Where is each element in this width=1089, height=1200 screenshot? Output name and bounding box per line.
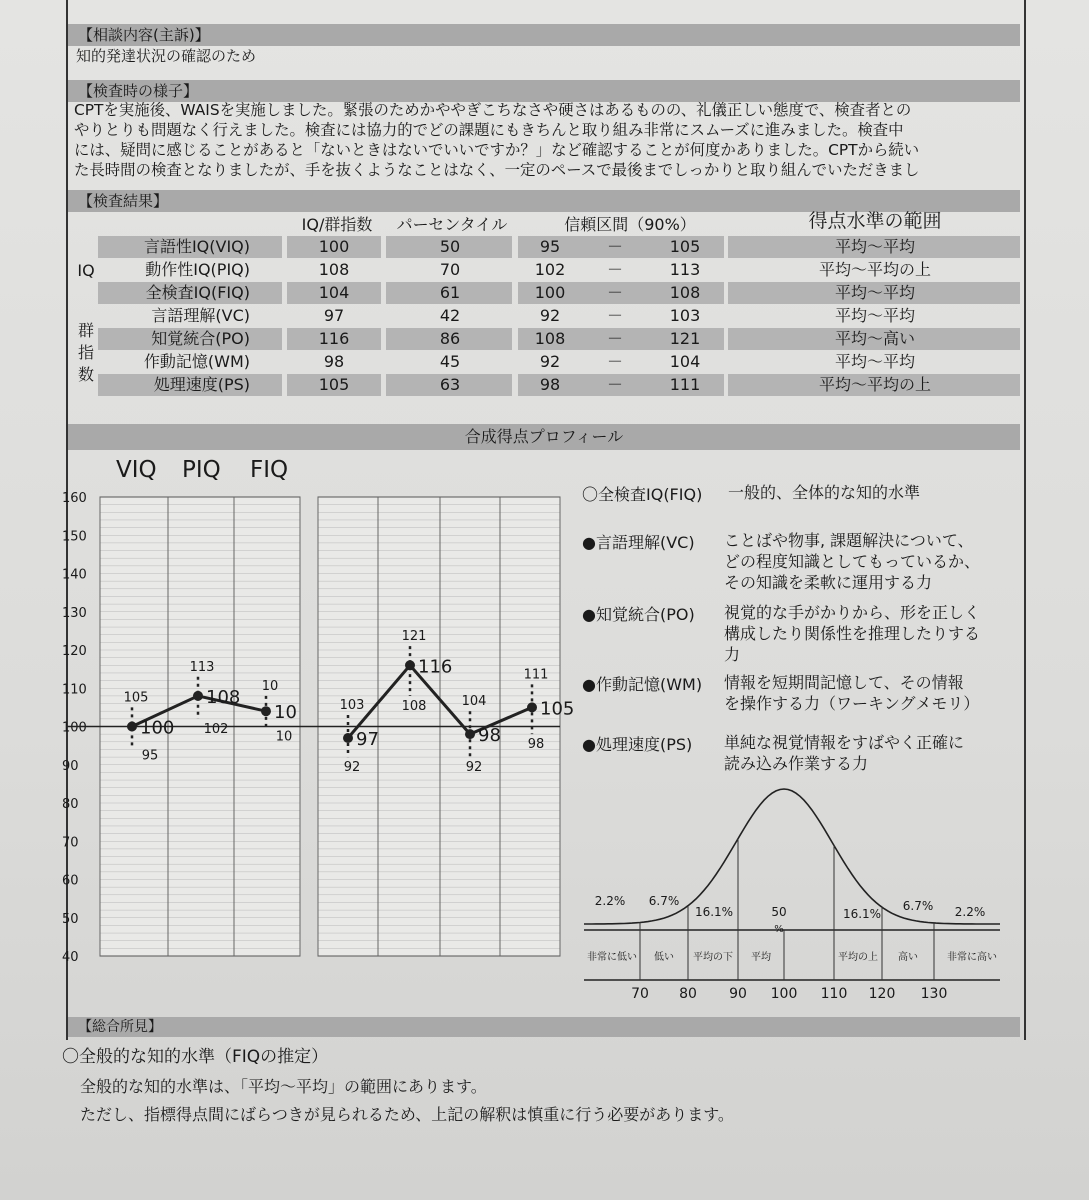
ci-low-label: 108	[401, 698, 427, 714]
row-ci-low: 108	[534, 329, 566, 348]
value-label: 98	[478, 725, 501, 747]
row-ci-dash: －	[606, 306, 623, 325]
row-percentile: 45	[439, 352, 461, 371]
y-tick-label: 40	[62, 950, 79, 965]
desc-line: 情報を短期間記憶して、その情報	[724, 673, 964, 692]
side-iq-label: IQ	[77, 261, 95, 280]
desc-title: ●処理速度(PS)	[582, 735, 693, 754]
row-percentile: 63	[439, 375, 461, 394]
row-label: 動作性IQ(PIQ)	[145, 260, 250, 279]
row-percentile: 42	[439, 306, 461, 325]
exam-line-3: には、疑問に感じることがあると「ないときはないでいいですか？」など確認することが何度かありました。CPTから続い	[74, 141, 920, 159]
ci-high-label: 103	[339, 698, 365, 714]
bell-category-label: 平均の下	[693, 952, 733, 963]
results-header: 【検査結果】	[68, 190, 1020, 212]
ci-low-label: 10	[275, 729, 293, 745]
row-ci-dash: －	[606, 283, 623, 302]
row-ci-dash: －	[606, 329, 623, 348]
ci-low-label: 92	[465, 760, 483, 776]
bell-scale-label: 80	[679, 986, 697, 1002]
value-label: 105	[540, 698, 575, 720]
row-level: 平均～平均	[834, 306, 915, 325]
bell-scale-label: 120	[868, 986, 896, 1002]
desc-line: 力	[724, 645, 741, 664]
row-ci-low: 102	[534, 260, 566, 279]
side-index-label-2: 指	[77, 343, 94, 362]
bell-percent-label: 16.1%	[842, 907, 882, 921]
row-label: 言語理解(VC)	[151, 306, 250, 325]
row-label: 知覚統合(PO)	[151, 329, 250, 348]
row-ci-high: 103	[669, 306, 701, 325]
row-label: 処理速度(PS)	[153, 375, 250, 394]
row-score: 104	[318, 283, 350, 302]
row-ci-high: 104	[669, 352, 701, 371]
row-score: 105	[318, 375, 350, 394]
y-tick-label: 100	[62, 720, 87, 736]
row-ci-dash: －	[606, 237, 623, 256]
bell-category-label: 平均の上	[838, 952, 878, 963]
col-level-header: 得点水準の範囲	[808, 210, 942, 232]
viq-col-label: VIQ	[116, 457, 157, 483]
row-level: 平均～平均	[834, 352, 915, 371]
desc-title: ●言語理解(VC)	[582, 533, 695, 552]
y-tick-label: 60	[62, 873, 79, 889]
ci-high-label: 113	[189, 659, 215, 675]
bell-scale-label: 110	[820, 986, 848, 1002]
side-index-label-1: 群	[77, 321, 94, 340]
desc-line: 単純な視覚情報をすばやく正確に	[724, 733, 965, 752]
row-ci-high: 105	[669, 237, 701, 256]
row-percentile: 70	[439, 260, 461, 279]
ci-low-label: 102	[203, 721, 229, 737]
desc-line: その知識を柔軟に運用する力	[724, 573, 933, 592]
row-percentile: 50	[439, 237, 461, 256]
bell-percent-label: 50	[771, 905, 787, 919]
y-tick-label: 120	[62, 644, 87, 659]
bell-category-label: 高い	[898, 952, 918, 963]
bell-percent-label: 16.1%	[694, 905, 734, 919]
row-level: 平均～平均の上	[818, 375, 931, 394]
desc-title: ●作動記憶(WM)	[582, 675, 703, 694]
row-level: 平均～高い	[834, 329, 915, 348]
ci-high-label: 111	[523, 667, 549, 683]
profile-header: 合成得点プロフィール	[68, 424, 1020, 450]
row-level: 平均～平均	[834, 237, 915, 256]
bell-curve-line	[584, 789, 1000, 924]
col-ci-header: 信頼区間（90%）	[564, 215, 696, 234]
y-tick-label: 160	[62, 491, 87, 506]
row-ci-low: 92	[539, 352, 561, 371]
desc-title: 〇全検査IQ(FIQ)	[582, 485, 703, 504]
value-label: 10	[274, 702, 297, 724]
bell-percent-label: 6.7%	[902, 899, 934, 913]
row-ci-dash: －	[606, 375, 623, 394]
row-label: 全検査IQ(FIQ)	[145, 283, 250, 302]
value-label: 108	[206, 686, 241, 708]
exam-line-1: CPTを実施後、WAISを実施しました。緊張のためかややぎこちなさや硬さはあるものの、礼儀正しい態度で、検査者との	[74, 101, 912, 119]
side-index-label-3: 数	[77, 365, 94, 384]
row-label: 言語性IQ(VIQ)	[143, 237, 250, 256]
y-tick-label: 90	[62, 758, 79, 774]
bell-scale-label: 90	[729, 986, 747, 1002]
bell-percent-sub: %	[774, 924, 784, 935]
desc-line: 視覚的な手がかりから、形を正しく	[724, 603, 981, 622]
row-score: 100	[318, 237, 350, 256]
ci-low-label: 95	[141, 748, 159, 764]
bell-scale-label: 130	[920, 986, 948, 1002]
y-tick-label: 50	[62, 911, 79, 927]
y-tick-label: 150	[62, 529, 87, 545]
y-tick-label: 110	[62, 682, 87, 698]
col-iq-header: IQ/群指数	[301, 215, 373, 234]
y-tick-label: 70	[62, 835, 79, 851]
y-tick-label: 130	[62, 605, 87, 621]
desc-title: ●知覚統合(PO)	[582, 605, 695, 624]
y-tick-label: 140	[62, 567, 87, 583]
ci-high-label: 10	[261, 678, 279, 694]
row-ci-low: 95	[539, 237, 561, 256]
desc-line: 一般的、全体的な知的水準	[728, 483, 921, 502]
row-score: 116	[318, 329, 350, 348]
bell-category-label: 低い	[654, 952, 674, 963]
bell-scale-label: 70	[631, 986, 649, 1002]
summary-title: 〇全般的な知的水準（FIQの推定）	[62, 1047, 329, 1067]
row-ci-low: 92	[539, 306, 561, 325]
consult-text: 知的発達状況の確認のため	[76, 47, 257, 65]
row-level: 平均～平均の上	[818, 260, 931, 279]
desc-line: を操作する力（ワーキングメモリ）	[724, 694, 980, 713]
desc-line: 構成したり関係性を推理したりする	[724, 624, 981, 643]
summary-line-1: 全般的な知的水準は、「平均～平均」の範囲にあります。	[80, 1077, 487, 1096]
col-pct-header: パーセンタイル	[396, 215, 508, 234]
value-label: 100	[140, 717, 175, 739]
row-score: 98	[323, 352, 345, 371]
row-ci-dash: －	[606, 260, 623, 279]
row-percentile: 61	[439, 283, 461, 302]
row-ci-low: 100	[534, 283, 566, 302]
ci-high-label: 104	[461, 694, 487, 710]
bell-percent-label: 2.2%	[594, 894, 626, 908]
exam-state-header: 【検査時の様子】	[68, 80, 1020, 102]
row-ci-high: 111	[669, 375, 701, 394]
summary-line-2: ただし、指標得点間にばらつきが見られるため、上記の解釈は慎重に行う必要があります。	[80, 1105, 734, 1124]
ci-high-label: 105	[123, 690, 149, 706]
value-label: 97	[356, 728, 379, 750]
desc-line: ことばや物事, 課題解決について、	[724, 531, 974, 550]
bell-percent-label: 6.7%	[648, 894, 680, 908]
row-ci-high: 113	[669, 260, 701, 279]
desc-line: どの程度知識としてもっているか、	[724, 552, 981, 571]
bell-category-label: 非常に高い	[947, 952, 997, 963]
row-ci-dash: －	[606, 352, 623, 371]
row-ci-high: 108	[669, 283, 701, 302]
bell-category-label: 平均	[751, 952, 771, 963]
bell-scale-label: 100	[770, 986, 798, 1002]
ci-high-label: 121	[401, 629, 427, 645]
exam-line-4: た長時間の検査となりましたが、手を抜くようなことはなく、一定のペースで最後までしっかりと取り組んでいただきまし	[74, 161, 920, 179]
fiq-col-label: FIQ	[250, 457, 289, 483]
row-percentile: 86	[439, 329, 461, 348]
row-label: 作動記憶(WM)	[143, 352, 250, 371]
consult-header: 【相談内容(主訴)】	[68, 24, 1020, 46]
summary-header: 【総合所見】	[68, 1017, 1020, 1037]
row-ci-low: 98	[539, 375, 561, 394]
bell-percent-label: 2.2%	[954, 905, 986, 919]
bell-category-label: 非常に低い	[587, 952, 637, 963]
row-score: 108	[318, 260, 350, 279]
ci-low-label: 92	[343, 760, 361, 776]
y-tick-label: 80	[62, 797, 79, 812]
desc-line: 読み込み作業する力	[724, 754, 869, 773]
piq-col-label: PIQ	[182, 457, 221, 483]
exam-line-2: やりとりも問題なく行えました。検査には協力的でどの課題にもきちんと取り組み非常にスムーズに進みました。検査中	[74, 121, 904, 139]
ci-low-label: 98	[527, 737, 545, 753]
row-level: 平均～平均	[834, 283, 915, 302]
row-ci-high: 121	[669, 329, 701, 348]
row-score: 97	[323, 306, 345, 325]
value-label: 116	[418, 656, 453, 678]
